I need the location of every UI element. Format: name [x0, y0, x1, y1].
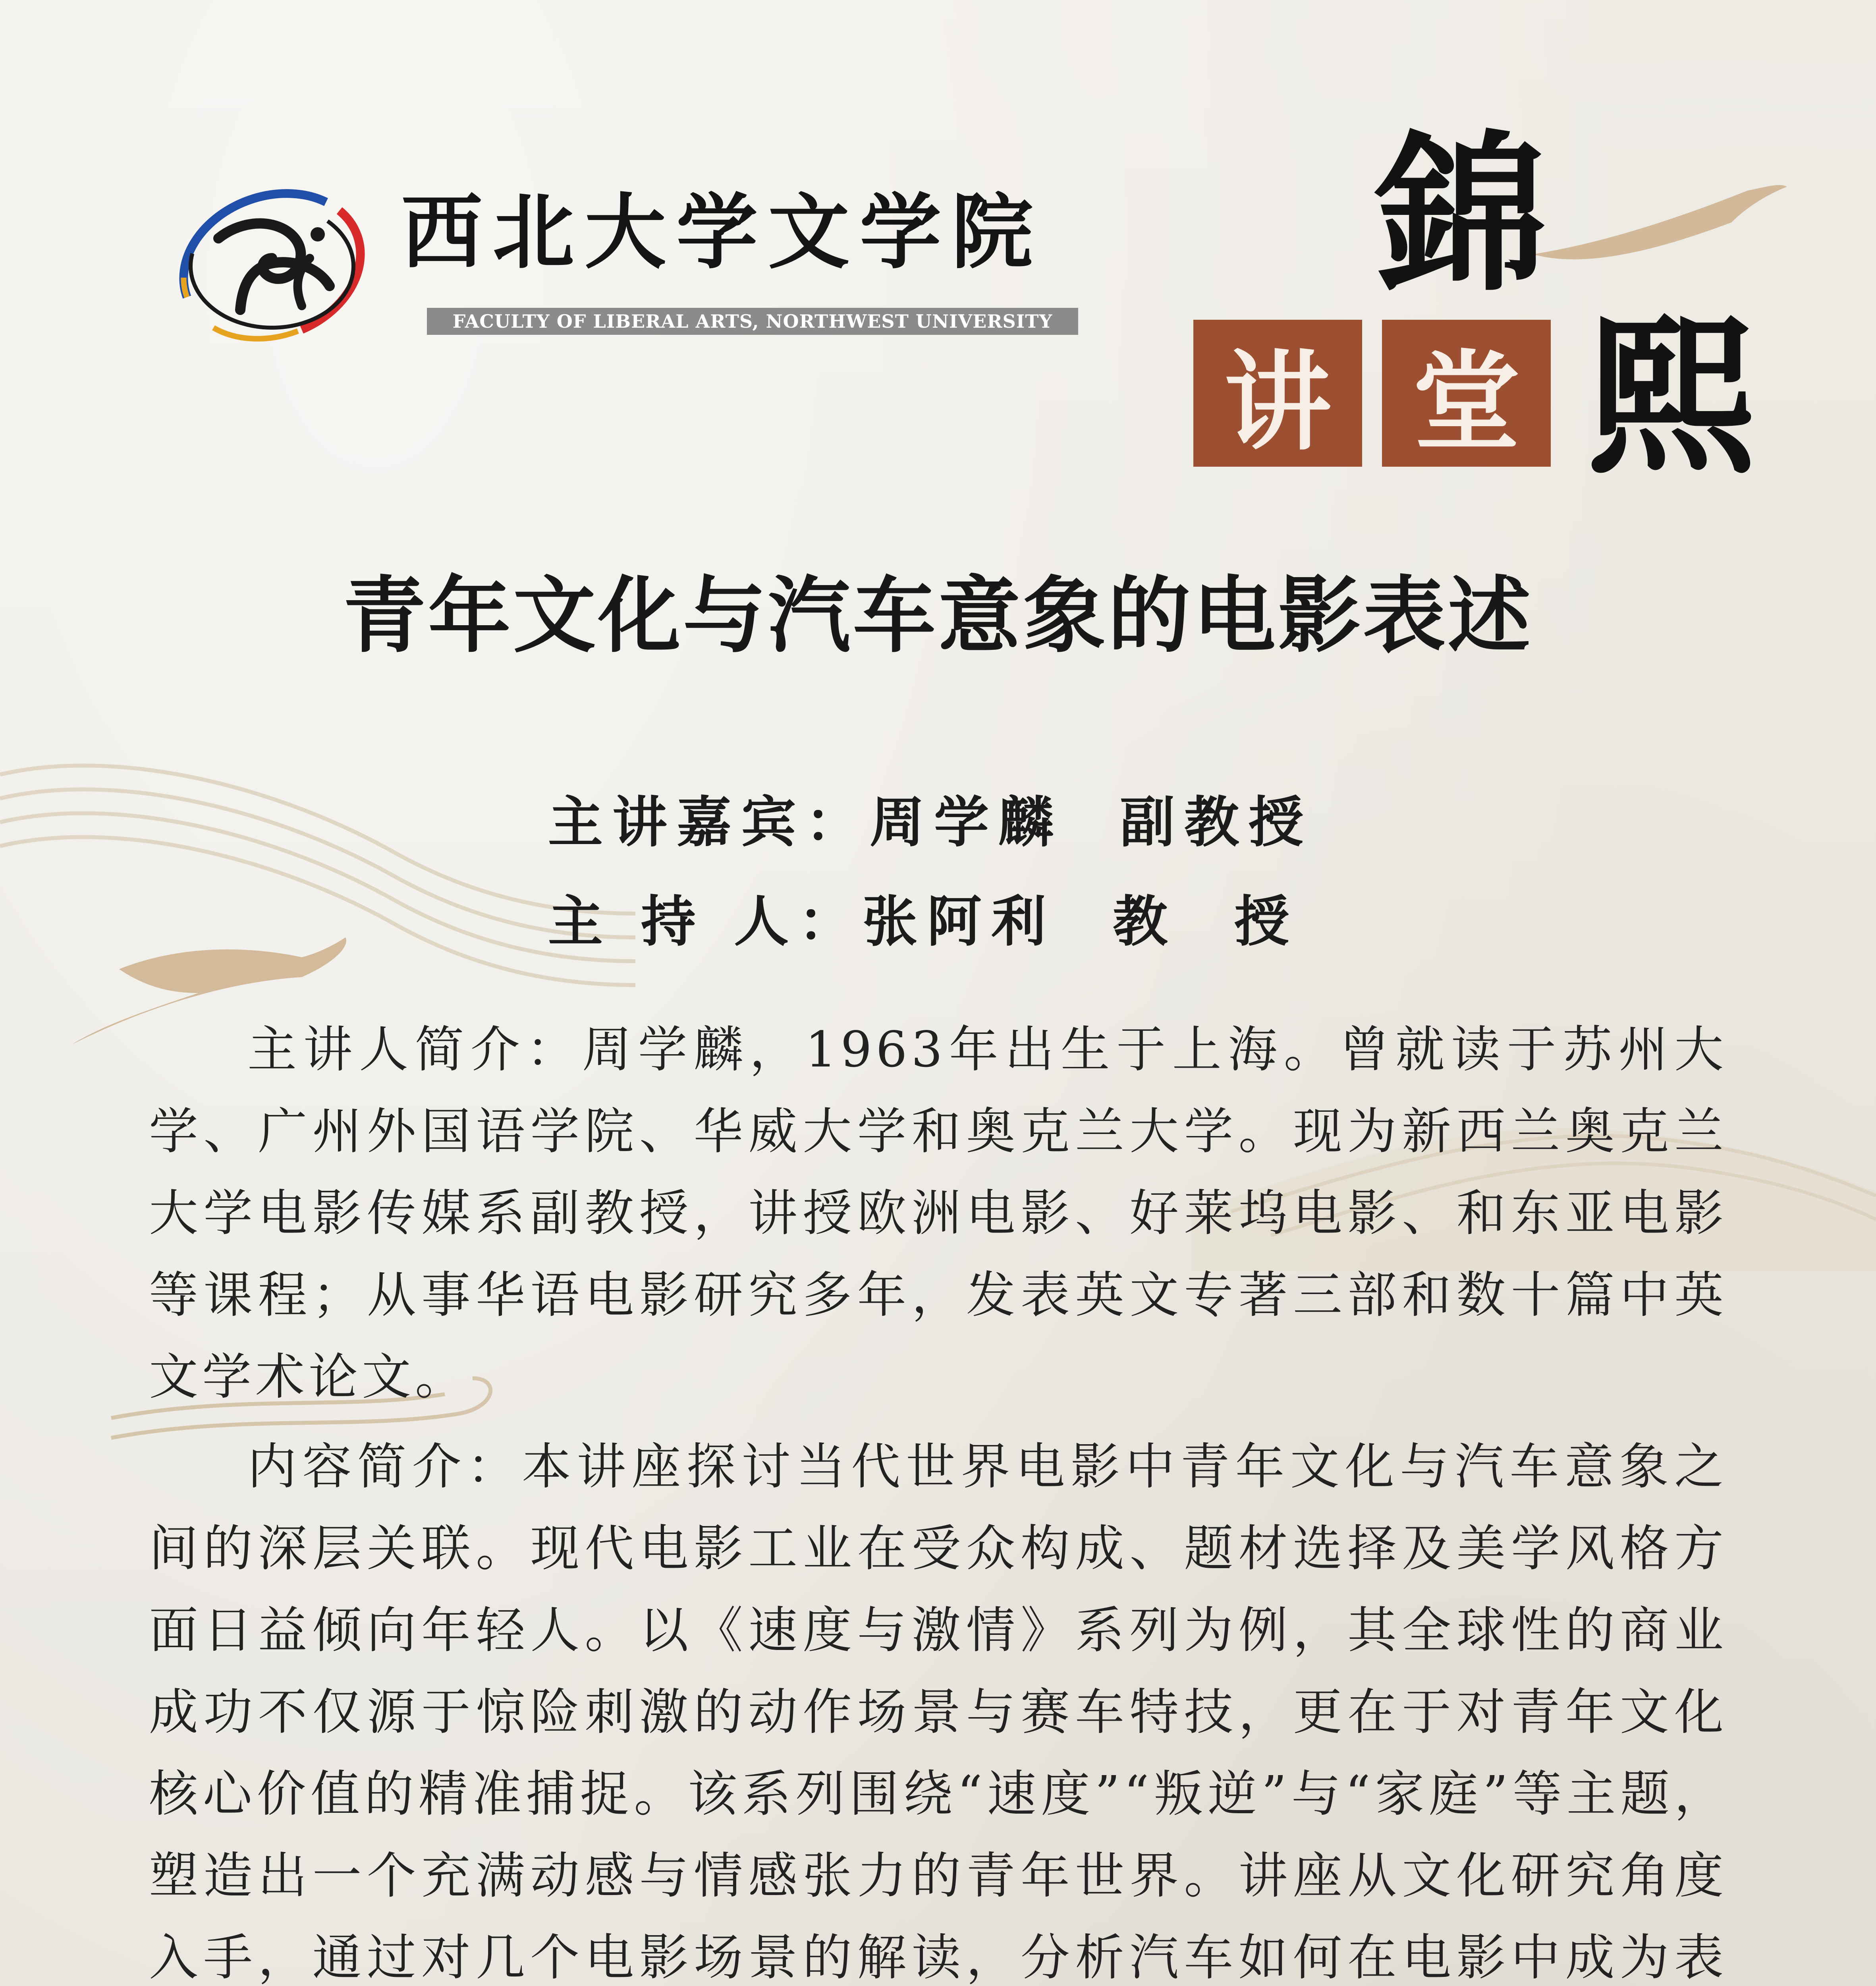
school-name-cn: 西北大学文学院: [401, 185, 1043, 280]
crane-bird-right-top: [1533, 185, 1787, 259]
brand-char-jin: 錦: [1376, 114, 1547, 315]
host-value: 张阿利 教 授: [863, 889, 1299, 954]
speaker-line: [548, 786, 1313, 858]
seal-jiang: [1193, 320, 1362, 467]
content-intro-paragraph: 内容简介：本讲座探讨当代世界电影中青年文化与汽车意象之间的深层关联。现代电影工业在受众构成、题材选择及美学风格方面日益倾向年轻人。以《速度与激情》系列为例，其全球性的商业成功不仅源于惊险刺激的动作场景与赛车特技，更在于对青年文化核心价值的精准捕捉。该系列围绕“速度”“叛逆”与“家庭”等主题，塑造出一个充满动感与情感张力的青年世界。讲座从文化研究角度入手，通过对几个电影场景的解读，分析汽车如何在电影中成为表: [149, 1438, 1727, 1986]
speaker-intro-paragraph: 主讲人简介：周学麟，1963年出生于上海。曾就读于苏州大学、广州外国语学院、华威大学和奥克兰大学。现为新西兰奥克兰大学电影传媒系副教授，讲授欧洲电影、好莱坞电影、和东亚电影等课程；从事华语电影研究多年，发表英文专著三部和数十篇中英文学术论文。: [149, 1021, 1727, 1406]
seal-tang-label: 堂: [1413, 340, 1520, 465]
speaker-label: 主讲嘉宾：: [548, 790, 870, 854]
school-name-en: FACULTY OF LIBERAL ARTS, NORTHWEST UNIVERSITY: [452, 311, 1053, 332]
seal-tang: [1382, 320, 1551, 467]
school-name-en-banner: [427, 308, 1078, 335]
host-label: 主 持 人：: [548, 889, 863, 954]
speaker-value: 周学麟 副教授: [870, 790, 1313, 854]
lecture-title: 青年文化与汽车意象的电影表述: [343, 567, 1533, 664]
brand-char-xi: 熙: [1586, 297, 1757, 497]
seal-jiang-label: 讲: [1224, 340, 1332, 465]
host-line: [548, 886, 1299, 957]
university-emblem-icon: [171, 187, 377, 346]
